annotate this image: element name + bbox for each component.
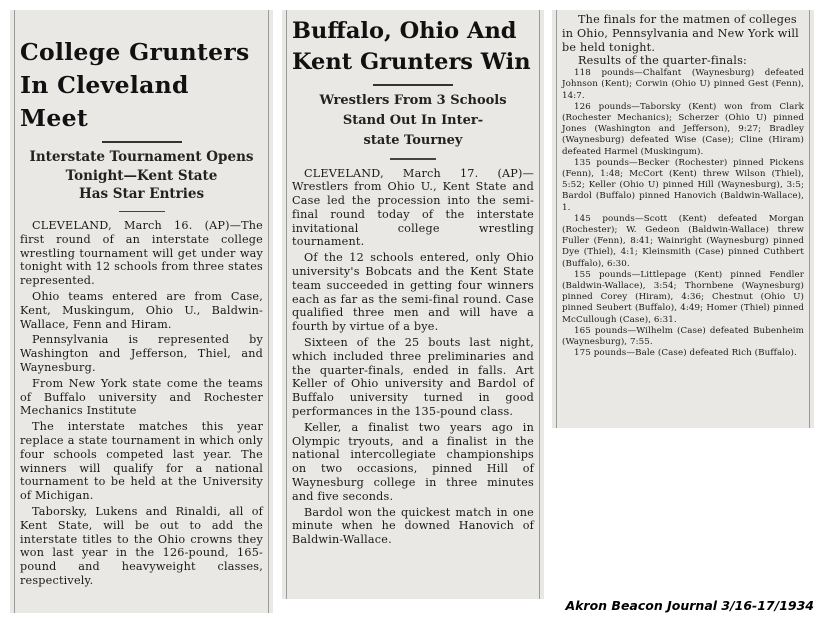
paragraph: Sixteen of the 25 bouts last night, which included three preliminaries and the quarter-finals, ended in falls. Art Keller of Ohio university and Bardol of Buffalo university turned in good performances in the 135-pound class.: [292, 336, 534, 419]
headline-line: In Cleveland Meet: [20, 71, 189, 132]
result-entry: 135 pounds—Becker (Rochester) pinned Pickens (Fenn), 1:48; McCort (Kent) threw Wilson (Thiel), 5:52; Keller (Ohio U) pinned Hill (Waynesburg), 3:5; Bardol (Buffalo) pinned Hanovich (Baldwin-Wallace), 1.: [562, 157, 804, 213]
result-entry: 175 pounds—Bale (Case) defeated Rich (Buffalo).: [574, 348, 797, 359]
headline-line: Kent Grunters Win: [292, 49, 531, 75]
headline: [292, 16, 534, 78]
subheadline: [292, 91, 534, 151]
headline-line: Buffalo, Ohio And: [292, 18, 517, 44]
paragraph: Pennsylvania is represented by Washington and Jefferson, Thiel, and Waynesburg.: [20, 333, 263, 374]
subheadline-line: Stand Out In Inter-: [342, 113, 484, 128]
article-clipping-quarter-final-results: [552, 10, 814, 428]
article-clipping-college-grunters: [10, 10, 273, 613]
paragraph: The finals for the matmen of colleges in Ohio, Pennsylvania and New York will be held tonight.: [562, 13, 799, 54]
article-lead: [562, 13, 804, 68]
divider: [390, 158, 436, 160]
divider: [102, 141, 182, 143]
result-entry: 126 pounds—Taborsky (Kent) won from Clark (Rochester Mechanics); Scherzer (Ohio U) pinned Jones (Washington and Jefferson), 9:27; Bradley (Waynesburg) defeated Wise (Case); Cline (Hiram) defeated Harmel (Muskingum).: [562, 101, 804, 157]
article-body: [20, 219, 263, 588]
headline: [20, 36, 263, 135]
paragraph: Bardol won the quickest match in one minute when he downed Hanovich of Baldwin-Wallace.: [292, 505, 534, 547]
paragraph: Of the 12 schools entered, only Ohio university's Bobcats and the Kent State team succeeded in getting four winners each as far as the semi-final round. Case qualified three men and will have a fourth by virtue of a bye.: [292, 251, 534, 334]
article-clipping-buffalo-ohio-kent: [282, 10, 544, 599]
result-entry: 118 pounds—Chalfant (Waynesburg) defeated Johnson (Kent); Corwin (Ohio U) pinned Gest (Fenn), 14:7.: [562, 68, 804, 101]
paragraph: Taborsky, Lukens and Rinaldi, all of Kent State, will be out to add the interstate titles to the Ohio crowns they won last year in the 126-pound, 165-pound and heavyweight classes, respectively.: [20, 504, 263, 587]
paragraph: Results of the quarter-finals:: [578, 54, 747, 68]
paragraph: Keller, a finalist two years ago in Olympic tryouts, and a finalist in the national intercollegiate championships on two occasions, pinned Hill of Waynesburg college in three minutes and five seconds.: [292, 420, 534, 503]
subheadline-line: Has Star Entries: [78, 186, 205, 202]
source-caption: Akron Beacon Journal 3/16-17/1934: [565, 598, 814, 613]
paragraph: From New York state come the teams of Buffalo university and Rochester Mechanics Institute: [20, 376, 263, 418]
subheadline-line: Tonight—Kent State: [65, 167, 218, 184]
divider: [373, 84, 453, 86]
paragraph: CLEVELAND, March 16. (AP)—The first round of an interstate college wrestling tournament will get under way tonight with 12 schools from three states represented.: [20, 219, 263, 288]
paragraph: CLEVELAND, March 17. (AP)—Wrestlers from Ohio U., Kent State and Case led the procession into the semi-final round today of the interstate invitational college wrestling tournament.: [292, 166, 534, 249]
result-entry: 155 pounds—Littlepage (Kent) pinned Fendler (Baldwin-Wallace), 3:54; Thornbene (Waynesburg) pinned Corey (Hiram), 4:36; Chestnut (Ohio U) pinned Seubert (Buffalo), 4:49; Homer (Thiel) pinned McCullough (Case), 6:31.: [562, 269, 804, 325]
subheadline: [20, 148, 263, 204]
article-body: [292, 167, 534, 548]
results-list: [562, 68, 804, 359]
paragraph: The interstate matches this year replace a state tournament in which only four schools competed last year. The winners will qualify for a national tournament to be held at the University of Michigan.: [20, 420, 263, 503]
result-entry: 145 pounds—Scott (Kent) defeated Morgan (Rochester); W. Gedeon (Baldwin-Wallace) threw Fuller (Fenn), 8:41; Wainright (Waynesburg) pinned Dye (Thiel), 4:1; Kleinsmith (Case) pinned Cuthbert (Buffalo), 6:30.: [562, 213, 804, 269]
headline-line: College Grunters: [20, 38, 250, 66]
divider: [119, 211, 165, 213]
subheadline-line: Interstate Tournament Opens: [29, 149, 254, 165]
paragraph: Ohio teams entered are from Case, Kent, Muskingum, Ohio U., Baldwin-Wallace, Fenn and Hiram.: [20, 289, 263, 331]
result-entry: 165 pounds—Wilhelm (Case) defeated Bubenheim (Waynesburg), 7:55.: [562, 325, 804, 348]
subheadline-line: state Tourney: [363, 133, 463, 148]
subheadline-line: Wrestlers From 3 Schools: [319, 93, 507, 108]
